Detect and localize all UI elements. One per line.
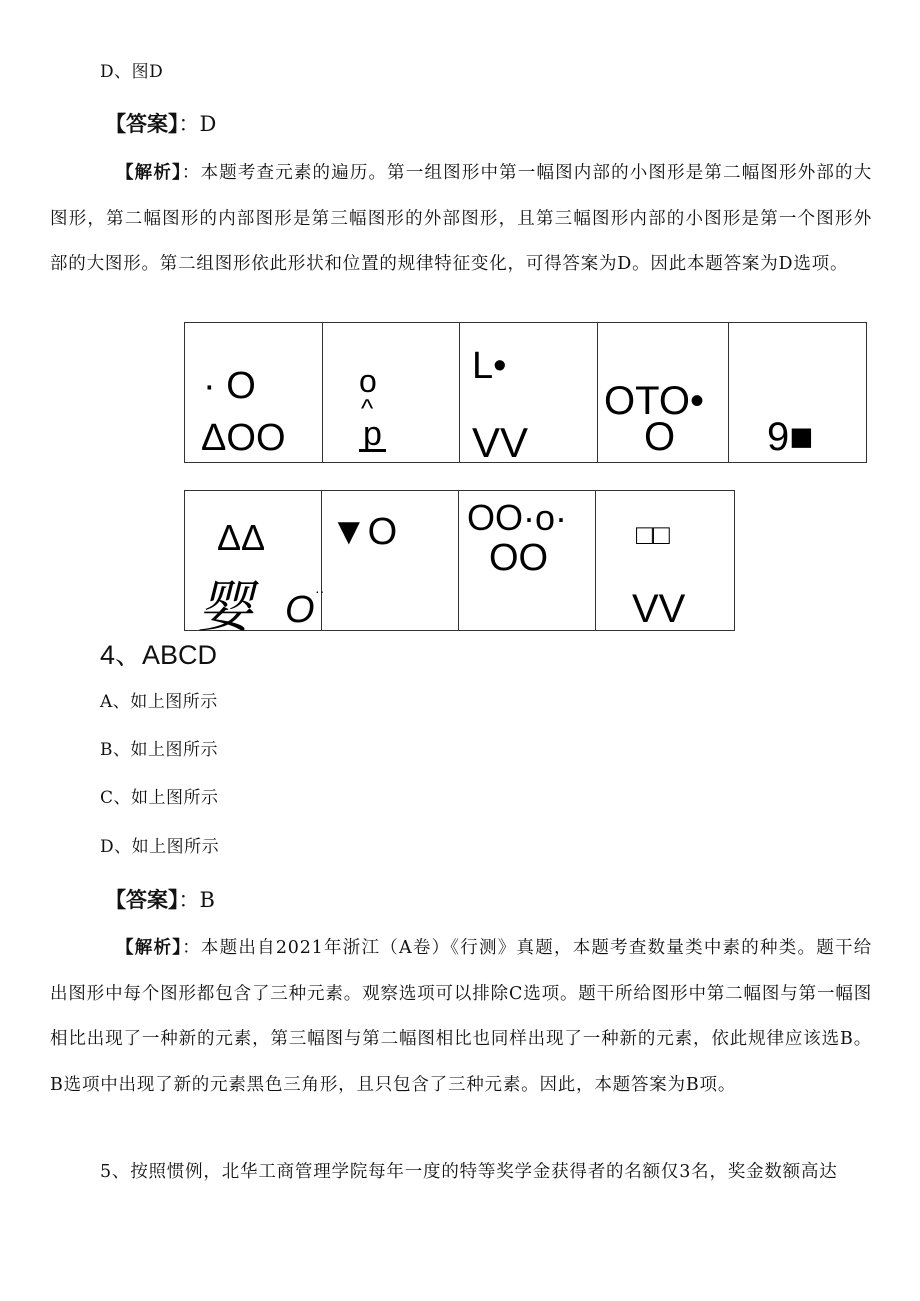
figure-shapes: ^	[361, 393, 374, 423]
figure-cell	[459, 491, 596, 630]
figure-shapes: 婴	[197, 575, 253, 640]
figure-cell	[185, 491, 325, 640]
q3-option-d: D、图D	[100, 62, 164, 82]
figure-cell	[729, 323, 867, 462]
figure-cell	[322, 491, 459, 630]
figure-row-1	[184, 322, 867, 466]
figure-shapes: O	[644, 415, 676, 459]
answer-value: ：D	[178, 112, 217, 136]
figure-shapes: ΔΔ	[217, 517, 266, 558]
figure-shapes: L•	[472, 345, 507, 387]
figure-shapes: □□	[636, 519, 670, 550]
figure-shapes: ▼O	[330, 511, 398, 553]
figure-shapes: OO·o·	[467, 497, 568, 538]
figure-shapes: VV	[472, 419, 529, 466]
q4-answer	[105, 886, 215, 914]
explanation-text: ：本题出自2021年浙江（A卷）《行测》真题，本题考查数量类中素的种类。题干给出图形中每个图形都包含了三种元素。观察选项可以排除C选项。题干所给图形中第二幅图与第一幅图相比出现了一种新的元素，第三幅图与第二幅图相比也同样出现了一种新的元素，依此规律应该选B。B选项中出现了新的元素黑色三角形，且只包含了三种元素。因此，本题答案为B项。	[50, 938, 872, 1095]
figure-shapes: VV	[632, 587, 686, 631]
figure-shapes: o	[359, 363, 377, 399]
q4-option-c: C、如上图所示	[100, 788, 219, 808]
explanation-label: 【解析】	[116, 163, 182, 183]
figure-shapes: OO	[489, 537, 549, 579]
q4-option-a: A、如上图所示	[100, 692, 218, 712]
figure-shapes: OTO•	[604, 379, 704, 423]
explanation-text: ：本题考查元素的遍历。第一组图形中第一幅图内部的小图形是第二幅图形外部的大图形，第二幅图形的内部图形是第三幅图形的外部图形，且第三幅图形内部的小图形是第一个图形外部的大图形。第二组图形依此形状和位置的规律特征变化，可得答案为D。因此本题答案为D选项。	[50, 163, 872, 274]
figure-cell	[460, 323, 598, 466]
q5-question: 5、按照惯例，北华工商管理学院每年一度的特等奖学金获得者的名额仅3名，奖金数额高达	[100, 1162, 838, 1182]
figure-shapes: ΔOO	[201, 417, 286, 459]
q4-option-d: D、如上图所示	[100, 837, 220, 857]
q3-answer	[105, 110, 216, 138]
q4-option-b: B、如上图所示	[100, 740, 218, 760]
figure-shapes: p	[359, 419, 386, 452]
figure-shapes: 9■	[767, 415, 814, 459]
answer-value: ：B	[178, 888, 215, 912]
figure-shapes: ··	[315, 583, 325, 599]
figure-row-2	[184, 490, 735, 640]
figure-cell	[323, 323, 460, 462]
answer-label: 【答案】	[105, 888, 179, 912]
figure-cell	[596, 491, 735, 630]
q4-explanation	[50, 926, 872, 1108]
figure-cell	[598, 323, 729, 462]
q3-explanation	[50, 151, 872, 288]
figure-cell	[185, 323, 323, 462]
explanation-label: 【解析】	[116, 938, 183, 958]
figure-shapes: O	[285, 589, 315, 631]
figure-shapes: · O	[203, 365, 256, 407]
answer-label: 【答案】	[105, 112, 179, 136]
q4-number: 4、ABCD	[100, 640, 218, 670]
